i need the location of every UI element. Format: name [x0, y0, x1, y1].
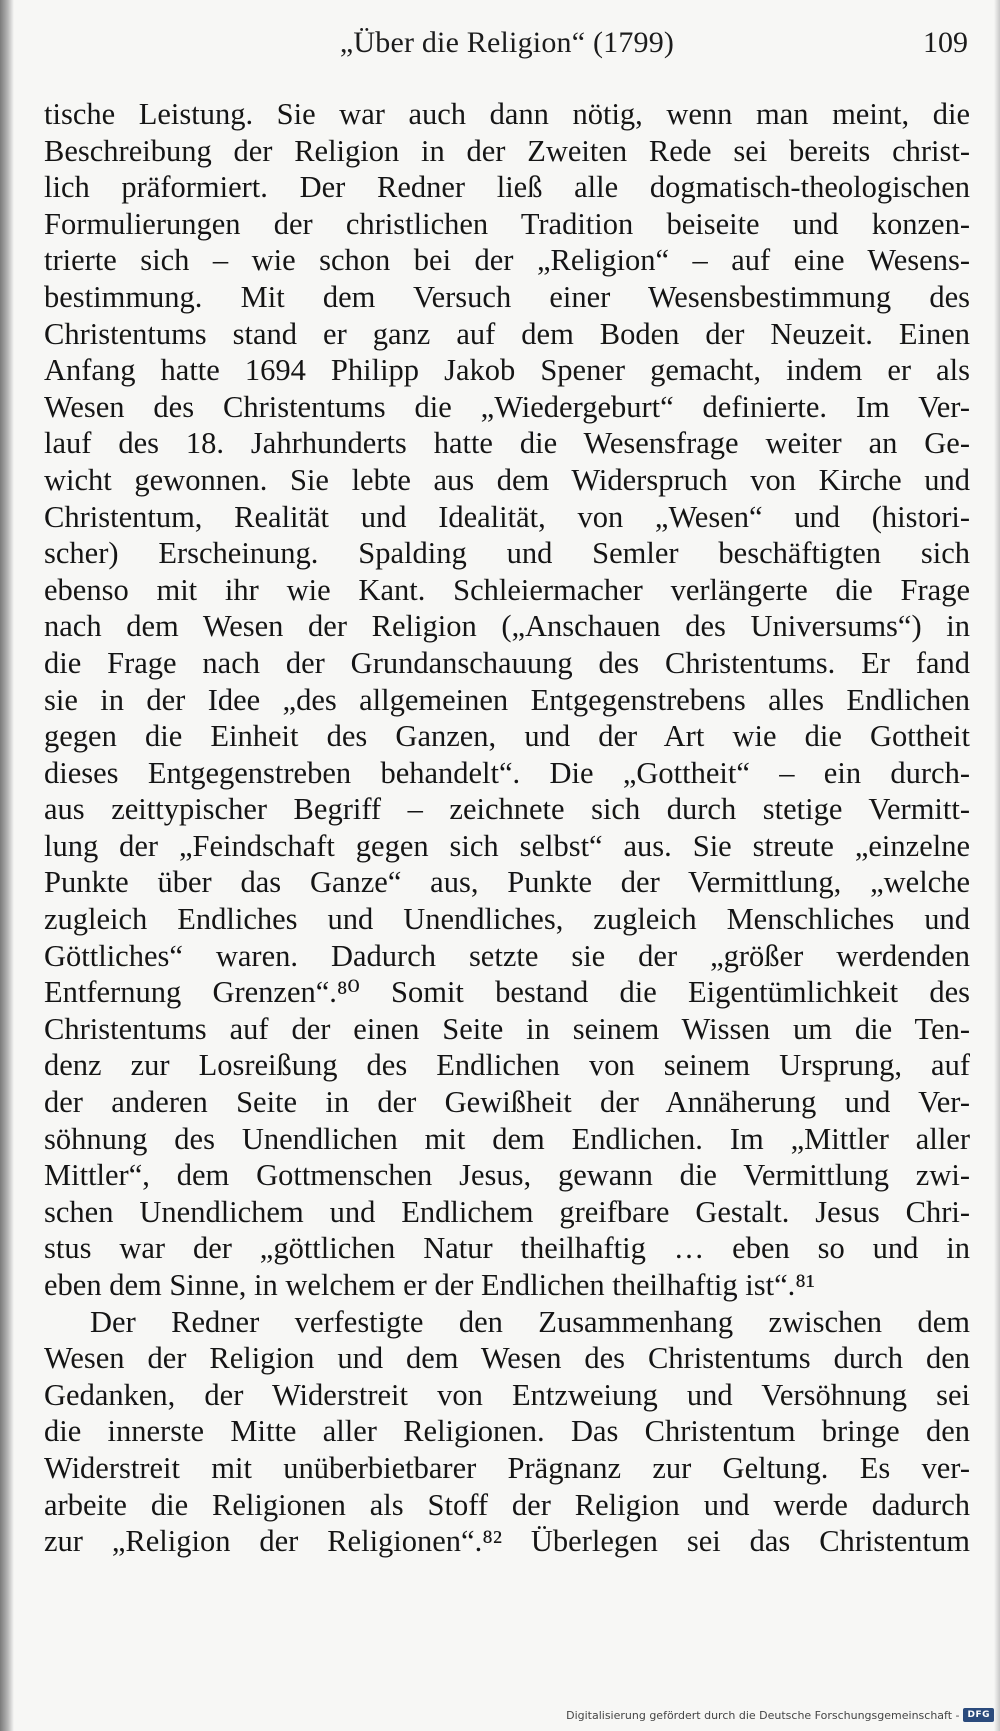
text-line: eben dem Sinne, in welchem er der Endlichen theilhaftig ist“.⁸¹ — [44, 1268, 816, 1302]
text-line: die Frage nach der Grundanschauung des Christentums. Er fand — [44, 645, 970, 680]
text-line: wicht gewonnen. Sie lebte aus dem Widerspruch von Kirche und — [44, 462, 970, 497]
text-line: Wesen der Religion und dem Wesen des Christentums durch den — [44, 1341, 970, 1376]
text-line: dieses Entgegenstreben behandelt“. Die „Gottheit“ – ein durch- — [44, 755, 970, 790]
text-line: Wesen des Christentums die „Wiedergeburt“ definierte. Im Ver- — [44, 389, 970, 424]
text-line: Göttliches“ waren. Dadurch setzte sie der „größer werdenden — [44, 938, 970, 973]
text-line: aus zeittypischer Begriff – zeichnete sich durch stetige Vermitt- — [44, 792, 970, 827]
text-line: sie in der Idee „des allgemeinen Entgegenstrebens alles Endlichen — [44, 682, 970, 717]
digitization-credit — [566, 1705, 994, 1725]
digitization-credit-text: Digitalisierung gefördert durch die Deutsche Forschungsgemeinschaft - — [566, 1708, 960, 1722]
text-line: Anfang hatte 1694 Philipp Jakob Spener gemacht, indem er als — [44, 353, 970, 388]
text-line: lung der „Feindschaft gegen sich selbst“ aus. Sie streute „einzelne — [44, 828, 970, 863]
text-line: Christentums stand er ganz auf dem Boden der Neuzeit. Einen — [44, 316, 970, 351]
text-line: schen Unendlichem und Endlichem greifbare Gestalt. Jesus Chri- — [44, 1194, 970, 1229]
text-line: zur „Religion der Religionen“.⁸² Überlegen sei das Christentum — [44, 1524, 970, 1559]
text-line: Christentum, Realität und Idealität, von „Wesen“ und (histori- — [44, 499, 970, 534]
text-line: trierte sich – wie schon bei der „Religion“ – auf eine Wesens- — [44, 243, 970, 278]
page-number: 109 — [923, 26, 968, 59]
text-line: zugleich Endliches und Unendliches, zugleich Menschliches und — [44, 902, 970, 937]
body-text — [44, 96, 970, 1560]
text-line: Beschreibung der Religion in der Zweiten Rede sei bereits christ- — [44, 133, 970, 168]
text-line: lauf des 18. Jahrhunderts hatte die Wesensfrage weiter an Ge- — [44, 426, 970, 461]
page-edge-shadow — [994, 0, 1000, 1731]
dfg-logo: DFG — [963, 1708, 994, 1722]
text-line: Gedanken, der Widerstreit von Entzweiung und Versöhnung sei — [44, 1377, 970, 1412]
text-line: Widerstreit mit unüberbietbarer Prägnanz zur Geltung. Es ver- — [44, 1450, 970, 1485]
text-line: Christentums auf der einen Seite in seinem Wissen um die Ten- — [44, 1011, 970, 1046]
text-line: Formulierungen der christlichen Tradition beiseite und konzen- — [44, 206, 970, 241]
text-line: lich präformiert. Der Redner ließ alle dogmatisch-theologischen — [44, 170, 970, 205]
book-binding-shadow — [0, 0, 14, 1731]
text-line: arbeite die Religionen als Stoff der Religion und werde dadurch — [44, 1487, 970, 1522]
text-line: tische Leistung. Sie war auch dann nötig, wenn man meint, die — [44, 97, 970, 131]
text-line: scher) Erscheinung. Spalding und Semler beschäftigten sich — [44, 536, 970, 571]
text-line: ebenso mit ihr wie Kant. Schleiermacher verlängerte die Frage — [44, 572, 970, 607]
text-line: söhnung des Unendlichen mit dem Endlichen. Im „Mittler aller — [44, 1121, 970, 1156]
text-line: Entfernung Grenzen“.⁸⁰ Somit bestand die Eigentümlichkeit des — [44, 975, 970, 1010]
text-line: Punkte über das Ganze“ aus, Punkte der Vermittlung, „welche — [44, 865, 970, 900]
running-title: „Über die Religion“ (1799) — [339, 26, 675, 59]
text-line: stus war der „göttlichen Natur theilhaftig … eben so und in — [44, 1231, 970, 1266]
text-line: der anderen Seite in der Gewißheit der Annäherung und Ver- — [44, 1085, 970, 1120]
text-line: gegen die Einheit des Ganzen, und der Art wie die Gottheit — [44, 719, 970, 754]
text-line: nach dem Wesen der Religion („Anschauen des Universums“) in — [44, 609, 970, 644]
text-line: Mittler“, dem Gottmenschen Jesus, gewann die Vermittlung zwi- — [44, 1158, 970, 1193]
text-line: bestimmung. Mit dem Versuch einer Wesensbestimmung des — [44, 279, 970, 314]
running-head — [44, 26, 970, 66]
text-line: die innerste Mitte aller Religionen. Das Christentum bringe den — [44, 1414, 970, 1449]
paragraph-start-line: Der Redner verfestigte den Zusammenhang zwischen dem — [90, 1304, 970, 1339]
text-line: denz zur Losreißung des Endlichen von seinem Ursprung, auf — [44, 1048, 970, 1083]
